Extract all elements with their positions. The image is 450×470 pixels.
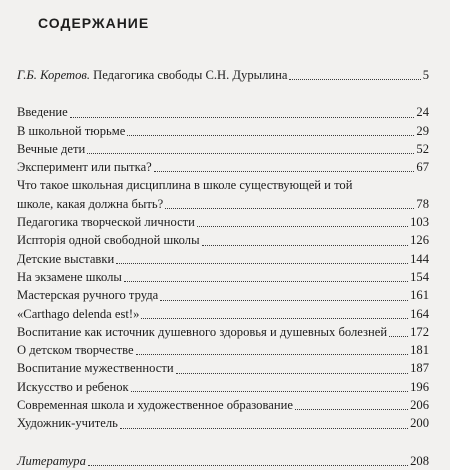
toc-page-number: 154 bbox=[410, 269, 429, 284]
preface-title: Педагогика свободы С.Н. Дурылина bbox=[90, 68, 288, 82]
toc-page-number: 144 bbox=[410, 251, 429, 266]
toc-entry bbox=[17, 341, 429, 359]
toc-page-number: 161 bbox=[410, 288, 429, 303]
toc-page-number: 52 bbox=[416, 141, 429, 156]
toc-page-number: 187 bbox=[410, 361, 429, 376]
toc-entry bbox=[17, 231, 429, 249]
toc-entry-title-line1: Что такое школьная дисциплина в школе существующей и той bbox=[17, 178, 353, 193]
toc-entry bbox=[17, 268, 429, 286]
dot-leader bbox=[131, 391, 408, 392]
toc-page-number: 126 bbox=[410, 233, 429, 248]
toc-entry-title: Эксперимент или пытка? bbox=[17, 160, 152, 175]
toc-entry bbox=[17, 213, 429, 231]
toc-entry bbox=[17, 158, 429, 176]
toc-entry-literature bbox=[17, 452, 429, 470]
toc-entry-title: Введение bbox=[17, 105, 68, 120]
toc-page-number: 29 bbox=[416, 123, 429, 138]
toc-page-number: 164 bbox=[410, 306, 429, 321]
toc-page-number: 5 bbox=[422, 68, 429, 82]
toc-entry bbox=[17, 250, 429, 268]
contents-heading: СОДЕРЖАНИЕ bbox=[38, 15, 150, 31]
toc-entry bbox=[17, 286, 429, 304]
toc-entry-title: Педагогика творческой личности bbox=[17, 215, 195, 230]
toc-entry-title: Мастерская ручного труда bbox=[17, 288, 159, 303]
toc-entry bbox=[17, 122, 429, 140]
toc-page-number: 24 bbox=[416, 105, 429, 120]
dot-leader bbox=[127, 135, 414, 136]
dot-leader bbox=[87, 153, 414, 154]
toc-page-number: 208 bbox=[410, 453, 429, 468]
toc-entry-title bbox=[17, 66, 287, 84]
toc-entry-title: Искусство и ребенок bbox=[17, 379, 129, 394]
toc-entry bbox=[17, 396, 429, 414]
dot-leader bbox=[124, 281, 408, 282]
dot-leader bbox=[88, 465, 408, 466]
dot-leader bbox=[176, 373, 409, 374]
toc-page-number: 181 bbox=[410, 343, 429, 358]
dot-leader bbox=[70, 117, 415, 118]
toc-entry bbox=[17, 378, 429, 396]
toc-page-number: 200 bbox=[410, 416, 429, 431]
toc-entry-title: Детские выставки bbox=[17, 251, 115, 266]
toc-page-number: 196 bbox=[410, 379, 429, 394]
toc-entry-title: Художник-учитель bbox=[17, 416, 118, 431]
preface-author: Г.Б. Коретов. bbox=[17, 68, 90, 82]
toc-entry bbox=[17, 176, 429, 213]
toc-entry-title-line2: школе, какая должна быть? bbox=[17, 196, 164, 211]
toc-entry-title: В школьной тюрьме bbox=[17, 123, 126, 138]
toc-entry bbox=[17, 103, 429, 121]
toc-entry-title: Воспитание мужественности bbox=[17, 361, 174, 376]
toc-entry-title: «Carthago delenda est!» bbox=[17, 306, 140, 321]
toc-entry-title: Вечные дети bbox=[17, 141, 86, 156]
dot-leader bbox=[197, 226, 408, 227]
toc-entry-title: Испторія одной свободной школы bbox=[17, 233, 200, 248]
toc-entry bbox=[17, 414, 429, 432]
toc-entry bbox=[17, 305, 429, 323]
toc-entry-title: Современная школа и художественное образование bbox=[17, 398, 293, 413]
dot-leader bbox=[136, 354, 409, 355]
dot-leader bbox=[389, 336, 408, 337]
toc-page-number: 67 bbox=[416, 160, 429, 175]
toc-page-number: 172 bbox=[410, 324, 429, 339]
dot-leader bbox=[160, 300, 408, 301]
toc-entry bbox=[17, 323, 429, 341]
toc-page-number: 206 bbox=[410, 398, 429, 413]
dot-leader bbox=[116, 263, 408, 264]
toc-entry-preface bbox=[17, 66, 429, 84]
toc-entry bbox=[17, 359, 429, 377]
toc-entry-title: О детском творчестве bbox=[17, 343, 134, 358]
toc-entry bbox=[17, 140, 429, 158]
dot-leader bbox=[154, 171, 415, 172]
dot-leader bbox=[295, 409, 408, 410]
toc-entry-title: Воспитание как источник душевного здоровья и душевных болезней bbox=[17, 324, 388, 339]
dot-leader bbox=[120, 428, 408, 429]
dot-leader bbox=[165, 208, 414, 209]
table-of-contents bbox=[17, 66, 429, 470]
dot-leader bbox=[289, 79, 420, 80]
dot-leader bbox=[202, 245, 409, 246]
toc-entry-title: Литература bbox=[17, 453, 86, 468]
dot-leader bbox=[141, 318, 408, 319]
toc-page-number: 78 bbox=[416, 196, 429, 211]
toc-page-number: 103 bbox=[410, 215, 429, 230]
toc-entry-title: На экзамене школы bbox=[17, 269, 122, 284]
